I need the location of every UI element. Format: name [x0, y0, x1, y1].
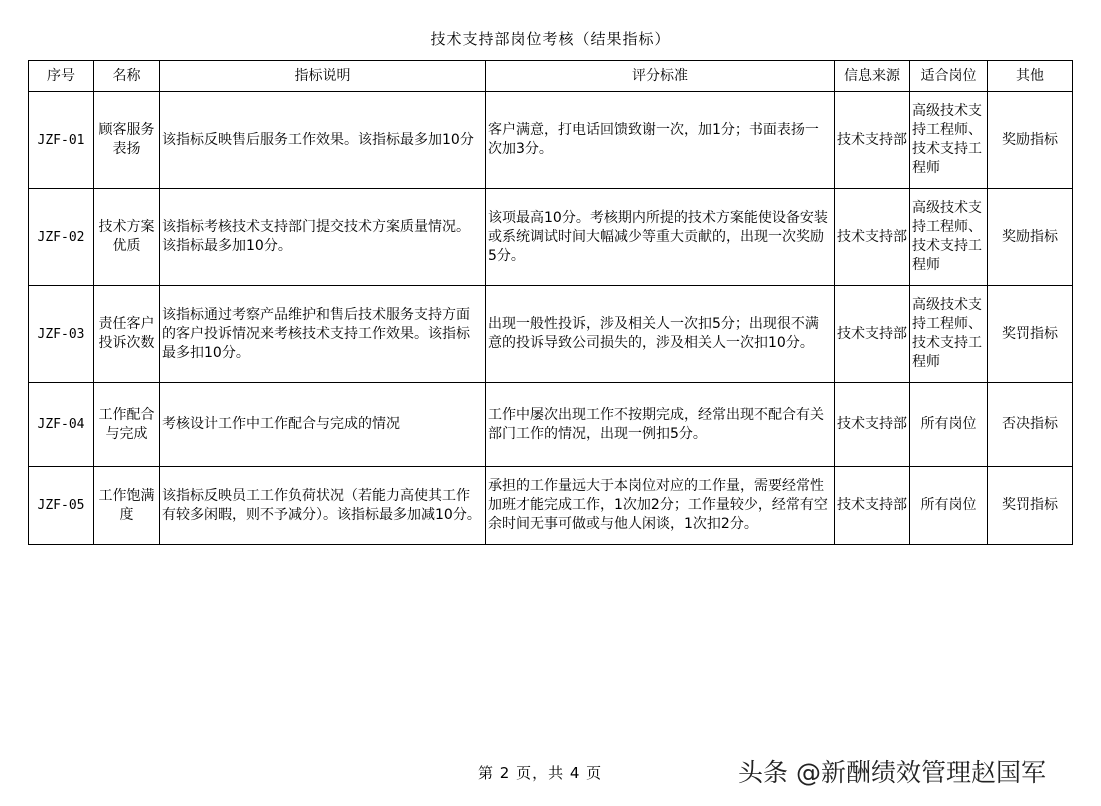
cell-criteria: 承担的工作量远大于本岗位对应的工作量，需要经常性加班才能完成工作，1次加2分；工作量较少，经常有空余时间无事可做或与他人闲谈，1次扣2分。 [486, 467, 835, 545]
cell-description: 考核设计工作中工作配合与完成的情况 [160, 383, 486, 467]
cell-code: JZF-05 [29, 467, 94, 545]
cell-code: JZF-03 [29, 286, 94, 383]
table-row [29, 383, 1073, 467]
header-other: 其他 [988, 61, 1073, 92]
cell-description: 该指标反映售后服务工作效果。该指标最多加10分 [160, 92, 486, 189]
cell-other: 奖罚指标 [988, 467, 1073, 545]
table-row [29, 92, 1073, 189]
cell-other: 奖励指标 [988, 92, 1073, 189]
table-row [29, 286, 1073, 383]
cell-source: 技术支持部 [835, 189, 910, 286]
cell-description: 该指标通过考察产品维护和售后技术服务支持方面的客户投诉情况来考核技术支持工作效果。该指标最多扣10分。 [160, 286, 486, 383]
header-criteria: 评分标准 [486, 61, 835, 92]
header-description: 指标说明 [160, 61, 486, 92]
header-position: 适合岗位 [910, 61, 988, 92]
table-row [29, 189, 1073, 286]
table-row [29, 467, 1073, 545]
cell-position: 高级技术支持工程师、技术支持工程师 [910, 189, 988, 286]
cell-other: 奖励指标 [988, 189, 1073, 286]
cell-name: 顾客服务表扬 [94, 92, 160, 189]
cell-name: 工作配合与完成 [94, 383, 160, 467]
cell-criteria: 该项最高10分。考核期内所提的技术方案能使设备安装或系统调试时间大幅减少等重大贡献的，出现一次奖励5分。 [486, 189, 835, 286]
assessment-table [28, 60, 1073, 545]
header-row [29, 61, 1073, 92]
cell-name: 技术方案优质 [94, 189, 160, 286]
cell-code: JZF-04 [29, 383, 94, 467]
cell-position: 所有岗位 [910, 383, 988, 467]
cell-name: 责任客户投诉次数 [94, 286, 160, 383]
cell-code: JZF-01 [29, 92, 94, 189]
header-code: 序号 [29, 61, 94, 92]
page-number-footer: 第 2 页，共 4 页 [478, 764, 603, 782]
cell-description: 该指标考核技术支持部门提交技术方案质量情况。该指标最多加10分。 [160, 189, 486, 286]
cell-criteria: 工作中屡次出现工作不按期完成，经常出现不配合有关部门工作的情况，出现一例扣5分。 [486, 383, 835, 467]
cell-other: 奖罚指标 [988, 286, 1073, 383]
cell-source: 技术支持部 [835, 467, 910, 545]
header-source: 信息来源 [835, 61, 910, 92]
cell-description: 该指标反映员工工作负荷状况（若能力高使其工作有较多闲暇，则不予减分）。该指标最多加减10分。 [160, 467, 486, 545]
cell-position: 所有岗位 [910, 467, 988, 545]
header-name: 名称 [94, 61, 160, 92]
cell-criteria: 出现一般性投诉，涉及相关人一次扣5分；出现很不满意的投诉导致公司损失的，涉及相关人一次扣10分。 [486, 286, 835, 383]
cell-source: 技术支持部 [835, 383, 910, 467]
cell-name: 工作饱满度 [94, 467, 160, 545]
cell-code: JZF-02 [29, 189, 94, 286]
cell-source: 技术支持部 [835, 286, 910, 383]
cell-criteria: 客户满意，打电话回馈致谢一次，加1分；书面表扬一次加3分。 [486, 92, 835, 189]
cell-source: 技术支持部 [835, 92, 910, 189]
watermark-text: 头条 @新酬绩效管理赵国军 [738, 758, 1046, 787]
cell-position: 高级技术支持工程师、技术支持工程师 [910, 92, 988, 189]
cell-other: 否决指标 [988, 383, 1073, 467]
cell-position: 高级技术支持工程师、技术支持工程师 [910, 286, 988, 383]
page-title: 技术支持部岗位考核（结果指标） [430, 30, 671, 48]
